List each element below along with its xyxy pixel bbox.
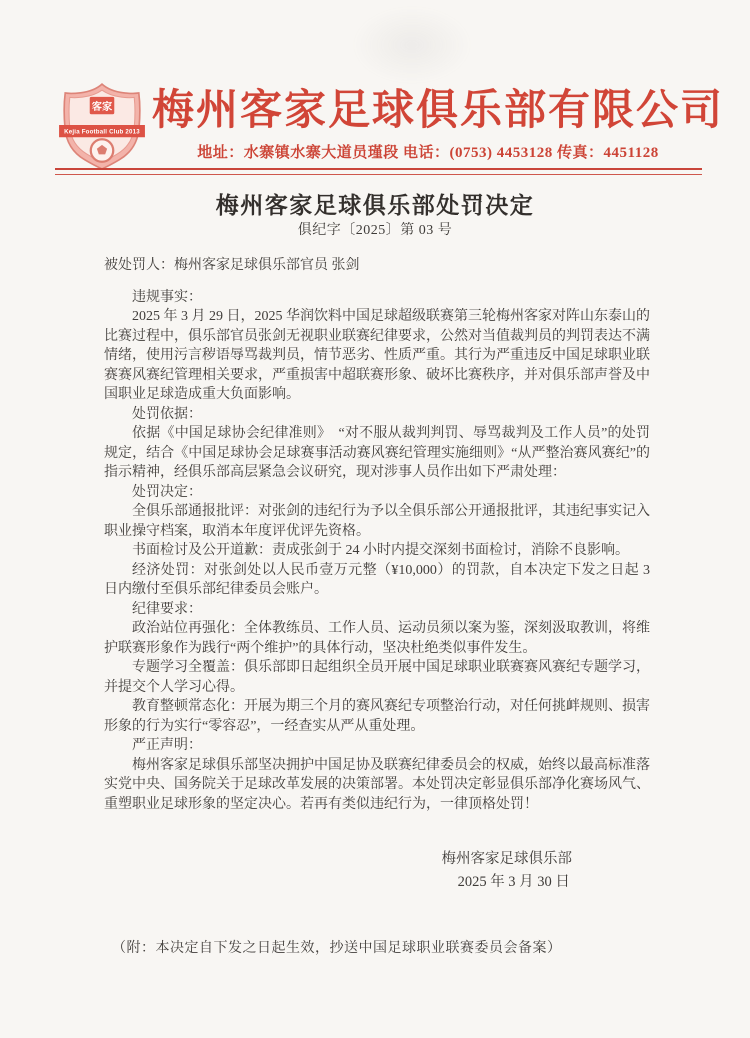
paragraph: 教育整顿常态化：开展为期三个月的赛风赛纪专项整治行动，对任何挑衅规则、损害形象的行为实行“零容忍”，一经查实从严从重处理。 — [104, 699, 650, 734]
company-name: 梅州客家足球俱乐部有限公司 — [152, 88, 725, 134]
document-title: 梅州客家足球俱乐部处罚决定 — [215, 193, 535, 218]
paragraph: 全俱乐部通报批评：对张剑的违纪行为予以全俱乐部公开通报批评，其违纪事实记入职业操守档案，取消本年度评优评先资格。 — [104, 504, 650, 539]
letterhead-text — [152, 78, 725, 162]
letterhead-divider — [55, 168, 702, 175]
section-heading-violation-facts: 违规事实： — [132, 289, 202, 305]
section-heading-solemn-statement: 严正声明： — [132, 738, 202, 753]
section-heading-penalty-decision: 处罚决定： — [132, 484, 202, 500]
signature-block — [442, 848, 573, 894]
recipient-line: 被处罚人：梅州客家足球俱乐部官员 张剑 — [104, 258, 360, 273]
address-line: 地址：水寨镇水寨大道员瑾段 电话：(0753) 4453128 传真：4451128 — [197, 145, 659, 162]
club-crest-icon — [56, 80, 148, 172]
document-number: 俱纪字〔2025〕第 03 号 — [297, 223, 453, 238]
section-heading-penalty-basis: 处罚依据： — [132, 406, 202, 422]
paragraph: 专题学习全覆盖：俱乐部即日起组织全员开展中国足球职业联赛赛风赛纪专题学习，并提交个人学习心得。 — [104, 660, 650, 695]
paragraph: 梅州客家足球俱乐部坚决拥护中国足协及联赛纪律委员会的权威，始终以最高标准落实党中央、国务院关于足球改革发展的决策部署。本处罚决定彰显俱乐部净化赛场风气、重塑职业足球形象的坚定决心。若再有类似违纪行为，一律顶格处罚！ — [104, 757, 650, 812]
section-heading-discipline-requirements: 纪律要求： — [132, 601, 202, 617]
paragraph: 政治站位再强化：全体教练员、工作人员、运动员须以案为鉴，深刻汲取教训，将维护联赛形象作为践行“两个维护”的具体行动，坚决杜绝类似事件发生。 — [104, 621, 650, 656]
paragraph: 经济处罚：对张剑处以人民币壹万元整（¥10,000）的罚款，自本决定下发之日起 3 日内缴付至俱乐部纪律委员会账户。 — [104, 562, 650, 597]
crest-label-text: 客家 — [91, 102, 113, 114]
signature-organization: 梅州客家足球俱乐部 — [441, 851, 572, 867]
faint-watermark — [352, 6, 472, 84]
footer-note: （附：本决定自下发之日起生效，抄送中国足球职业联赛委员会备案） — [112, 941, 562, 956]
document-body — [104, 256, 650, 814]
signature-date: 2025 年 3 月 30 日 — [457, 874, 570, 890]
crest-banner-text: Kejia Football Club 2013 — [64, 128, 140, 136]
paragraph: 2025 年 3 月 29 日，2025 华润饮料中国足球超级联赛第三轮梅州客家对阵山东泰山的比赛过程中，俱乐部官员张剑无视职业联赛纪律要求，公然对当值裁判员的判罚表达不满情绪，使用污言秽语辱骂裁判员，情节恶劣、性质严重。其行为严重违反中国足球职业联赛赛风赛纪管理相关要求，严重损害中超联赛形象、破坏比赛秩序，并对俱乐部声誉及中国职业足球造成重大负面影响。 — [104, 309, 650, 402]
paragraph: 依据《中国足球协会纪律准则》 “对不服从裁判判罚、辱骂裁判及工作人员”的处罚规定，结合《中国足球协会足球赛事活动赛风赛纪管理实施细则》“从严整治赛风赛纪”的指示精神，经俱乐部高层紧急会议研究，现对涉事人员作出如下严肃处理： — [104, 426, 650, 480]
letterhead — [56, 78, 725, 172]
paragraph: 书面检讨及公开道歉：责成张剑于 24 小时内提交深刻书面检讨，消除不良影响。 — [132, 543, 629, 558]
